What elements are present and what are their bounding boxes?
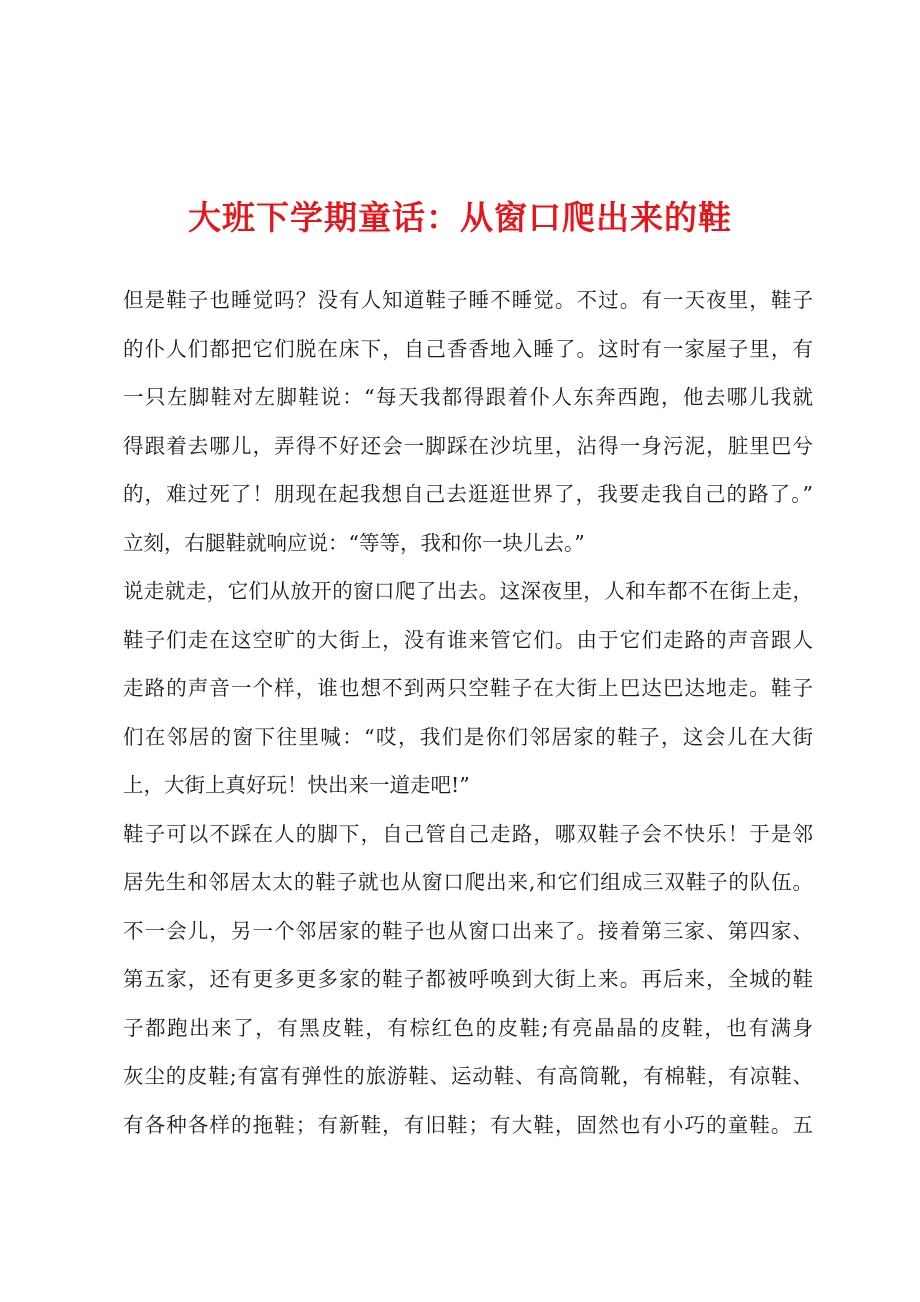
document-title: 大班下学期童话：从窗口爬出来的鞋 (188, 198, 732, 237)
text-line: 鞋子可以不踩在人的脚下，自己管自己走路，哪双鞋子会不快乐！于是邻 (123, 821, 813, 846)
text-line: 得跟着去哪儿，弄得不好还会一脚踩在沙坑里，沾得一身污泥，脏里巴兮 (123, 433, 813, 458)
text-line-paragraph-end: 立刻，右腿鞋就响应说：“等等，我和你一块儿去。” (123, 530, 585, 555)
text-line: 鞋子们走在这空旷的大街上，没有谁来管它们。由于它们走路的声音跟人 (123, 627, 813, 652)
text-line: 灰尘的皮鞋;有富有弹性的旅游鞋、运动鞋、有高筒靴，有棉鞋，有凉鞋、 (123, 1064, 813, 1088)
text-line: 但是鞋子也睡觉吗？没有人知道鞋子睡不睡觉。不过。有一天夜里，鞋子 (123, 288, 813, 312)
text-line: 说走就走，它们从放开的窗口爬了出去。这深夜里，人和车都不在街上走， (123, 579, 813, 603)
text-line: 走路的声音一个样，谁也想不到两只空鞋子在大街上巴达巴达地走。鞋子 (123, 676, 813, 700)
text-line: 不一会儿，另一个邻居家的鞋子也从窗口出来了。接着第三家、第四家、 (123, 918, 813, 943)
text-line: 一只左脚鞋对左脚鞋说：“每天我都得跟着仆人东奔西跑，他去哪儿我就 (123, 385, 813, 409)
text-line: 们在邻居的窗下往里喊：“哎，我们是你们邻居家的鞋子，这会儿在大街 (123, 724, 813, 749)
text-line: 居先生和邻居太太的鞋子就也从窗口爬出来,和它们组成三双鞋子的队伍。 (123, 870, 813, 894)
document-body (123, 276, 813, 1149)
text-line: 第五家，还有更多更多家的鞋子都被呼唤到大街上来。再后来，全城的鞋 (123, 967, 813, 991)
text-line: 子都跑出来了，有黑皮鞋，有棕红色的皮鞋;有亮晶晶的皮鞋，也有满身 (123, 1015, 813, 1040)
text-line-paragraph-end: 上，大街上真好玩！快出来一道走吧!” (123, 773, 470, 797)
text-line: 的，难过死了！朋现在起我想自己去逛逛世界了，我要走我自己的路了。” (123, 482, 813, 506)
text-line: 的仆人们都把它们脱在床下，自己香香地入睡了。这时有一家屋子里，有 (123, 336, 813, 361)
text-line: 有各种各样的拖鞋；有新鞋，有旧鞋；有大鞋，固然也有小巧的童鞋。五 (123, 1112, 813, 1137)
